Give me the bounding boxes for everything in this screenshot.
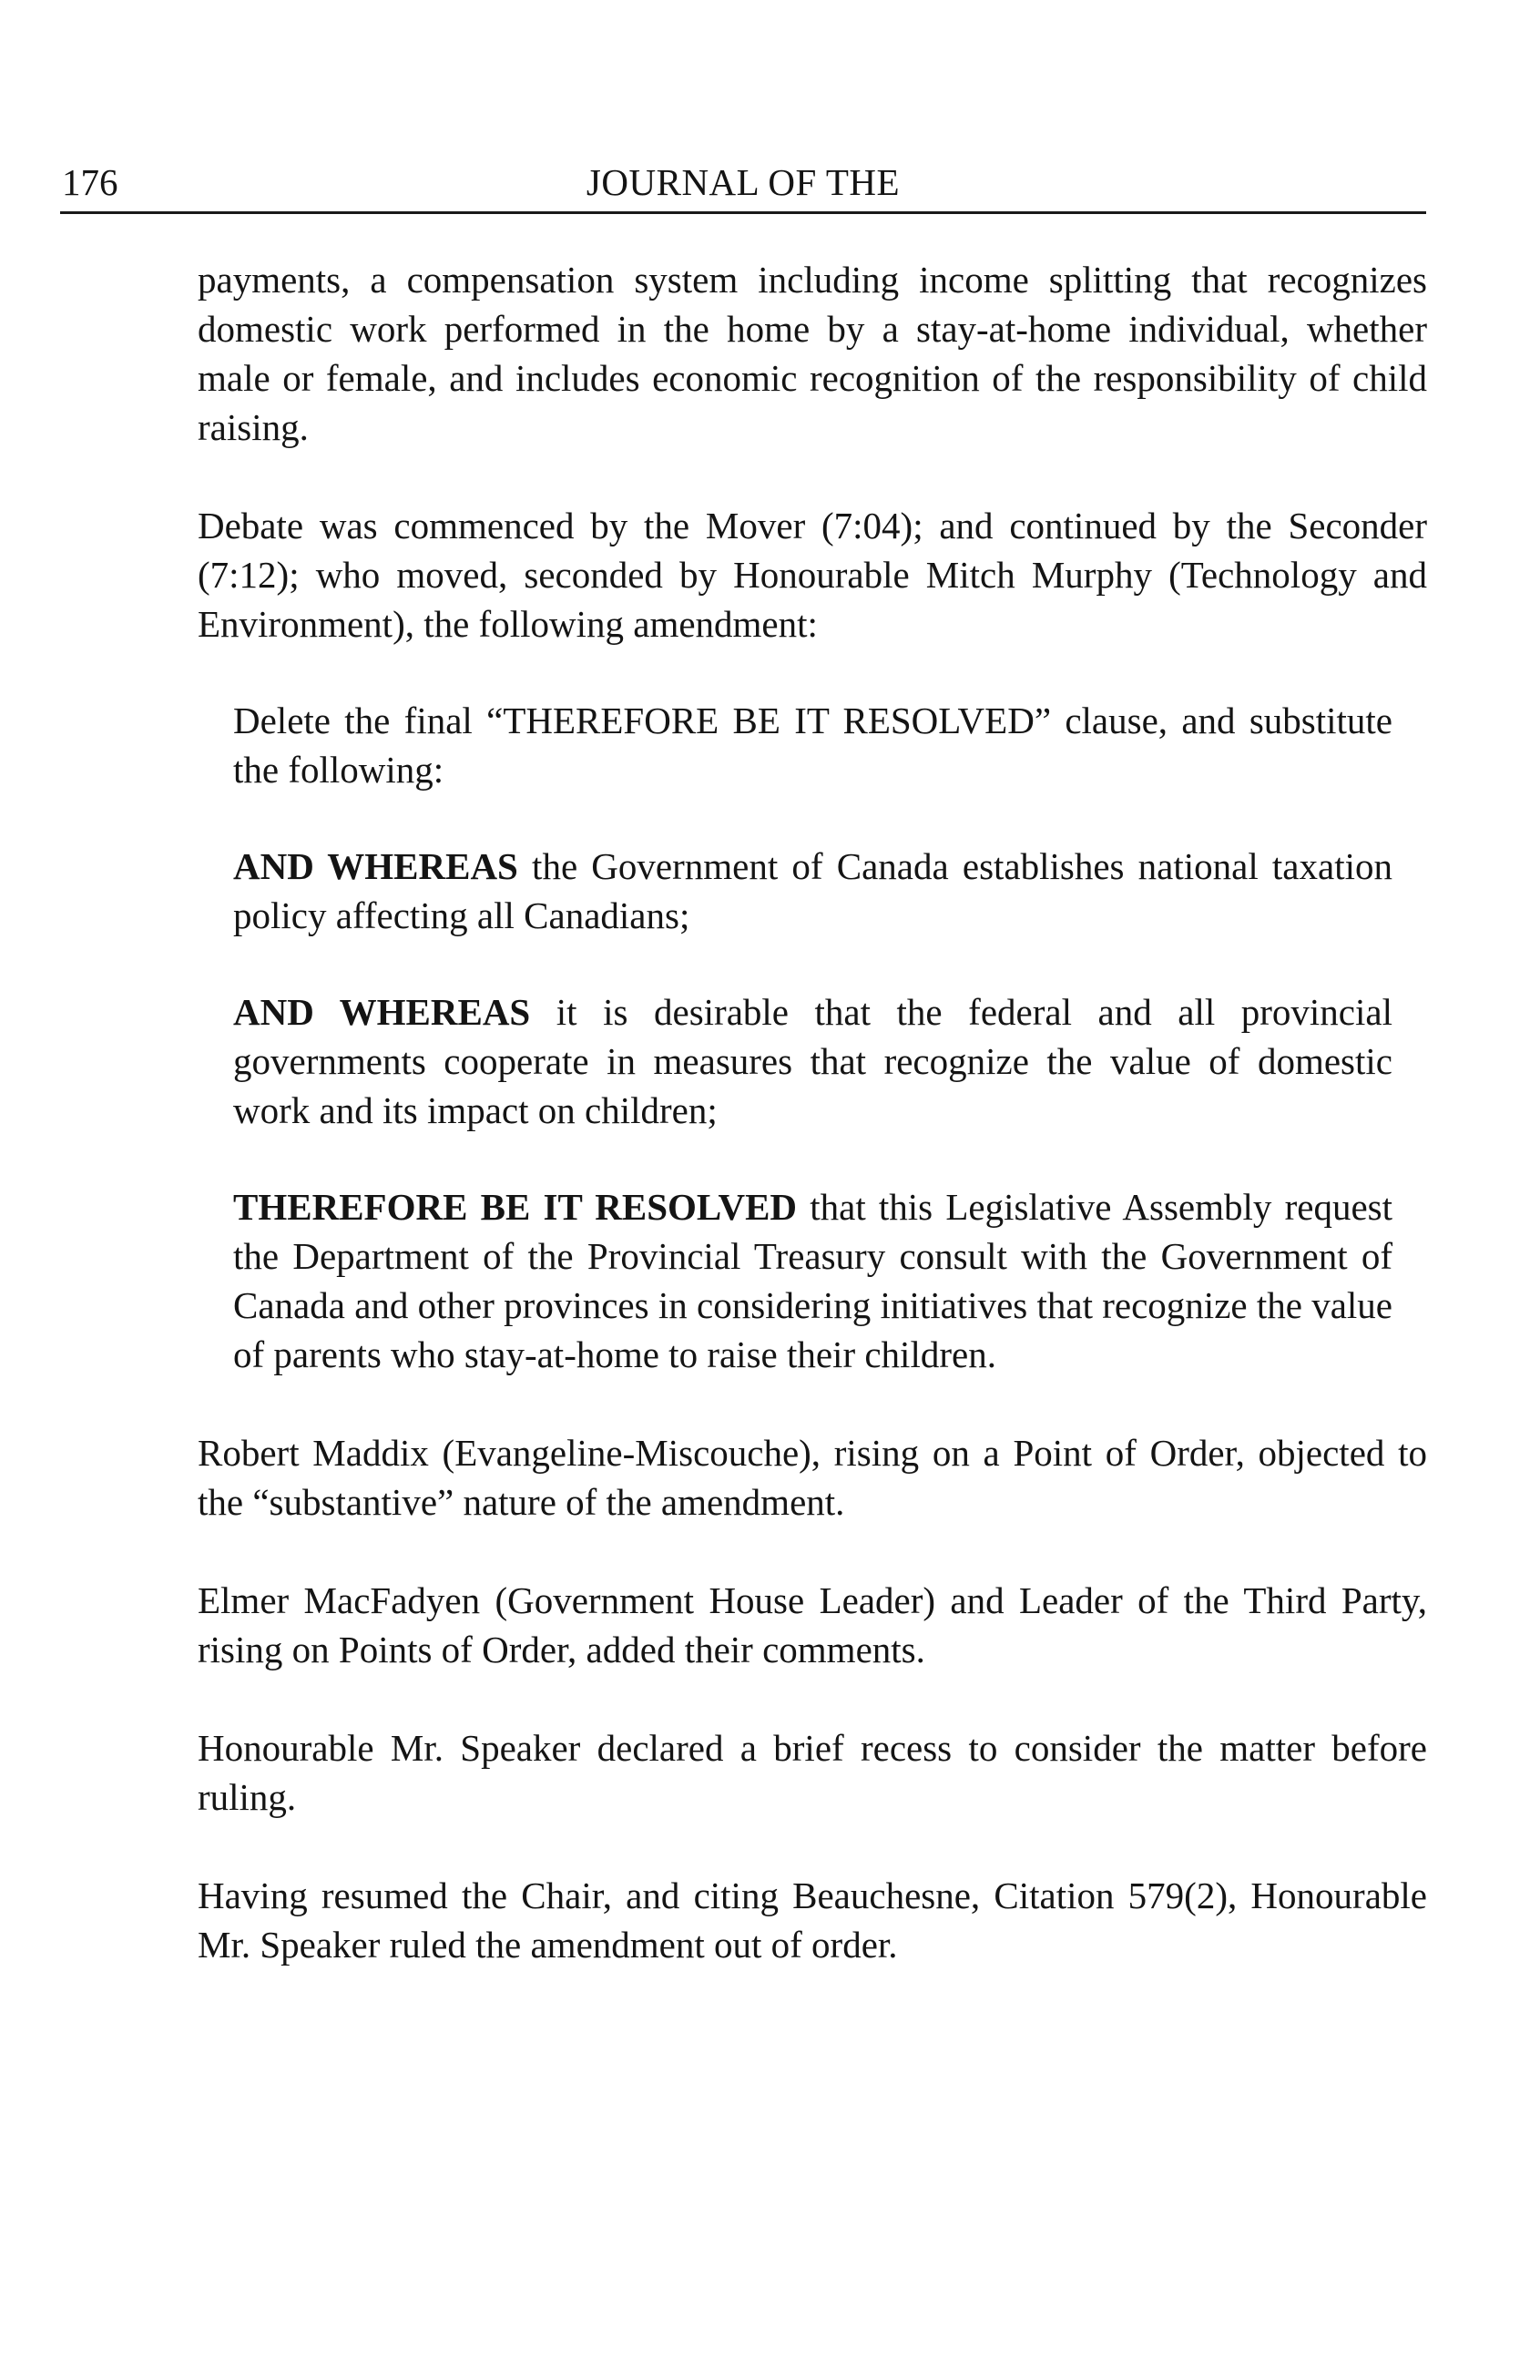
clause-text: the Government of Canada establishes national taxation policy affecting all Canadians; [233,845,1392,936]
running-title: JOURNAL OF THE [586,161,901,203]
page-header [60,153,1426,214]
amendment-clause-resolved [233,1182,1392,1379]
paragraph-debate: Debate was commenced by the Mover (7:04); and continued by the Seconder (7:12); who moved, seconded by Honourable Mitch Murphy (Technology and Environment), the following amendment: [198,505,1427,645]
clause-text: it is desirable that the federal and all provincial governments cooperate in measures that recognize the value of domestic work and its impact on children; [233,991,1392,1131]
clause-lead: THEREFORE BE IT RESOLVED [233,1186,798,1228]
amendment-clause-whereas-2 [233,987,1392,1135]
clause-lead: AND WHEREAS [233,845,518,887]
paragraph-recess: Honourable Mr. Speaker declared a brief recess to consider the matter before ruling. [198,1727,1427,1818]
paragraph-point-of-order: Robert Maddix (Evangeline-Miscouche), rising on a Point of Order, objected to the “substantive” nature of the amendment. [198,1432,1427,1523]
clause-text: that this Legislative Assembly request the Department of the Provincial Treasury consult with the Government of Canada and other provinces in considering initiatives that recognize the value of parents who stay-at-home to raise their children. [233,1186,1392,1375]
paragraph-motion-continued: payments, a compensation system including income splitting that recognizes domestic work performed in the home by a stay-at-home individual, whether male or female, and includes economic recognition of the responsibility of child raising. [198,259,1427,448]
amendment-clause-whereas-1 [233,842,1392,940]
page-number: 176 [62,161,118,203]
page-body [198,255,1427,1969]
amendment-intro: Delete the final “THEREFORE BE IT RESOLVED” clause, and substitute the following: [233,700,1392,791]
clause-lead: AND WHEREAS [233,991,531,1033]
paragraph-comments: Elmer MacFadyen (Government House Leader) and Leader of the Third Party, rising on Points of Order, added their comments. [198,1579,1427,1670]
amendment-text [233,696,1392,1379]
paragraph-ruling: Having resumed the Chair, and citing Beauchesne, Citation 579(2), Honourable Mr. Speaker ruled the amendment out of order. [198,1874,1427,1966]
